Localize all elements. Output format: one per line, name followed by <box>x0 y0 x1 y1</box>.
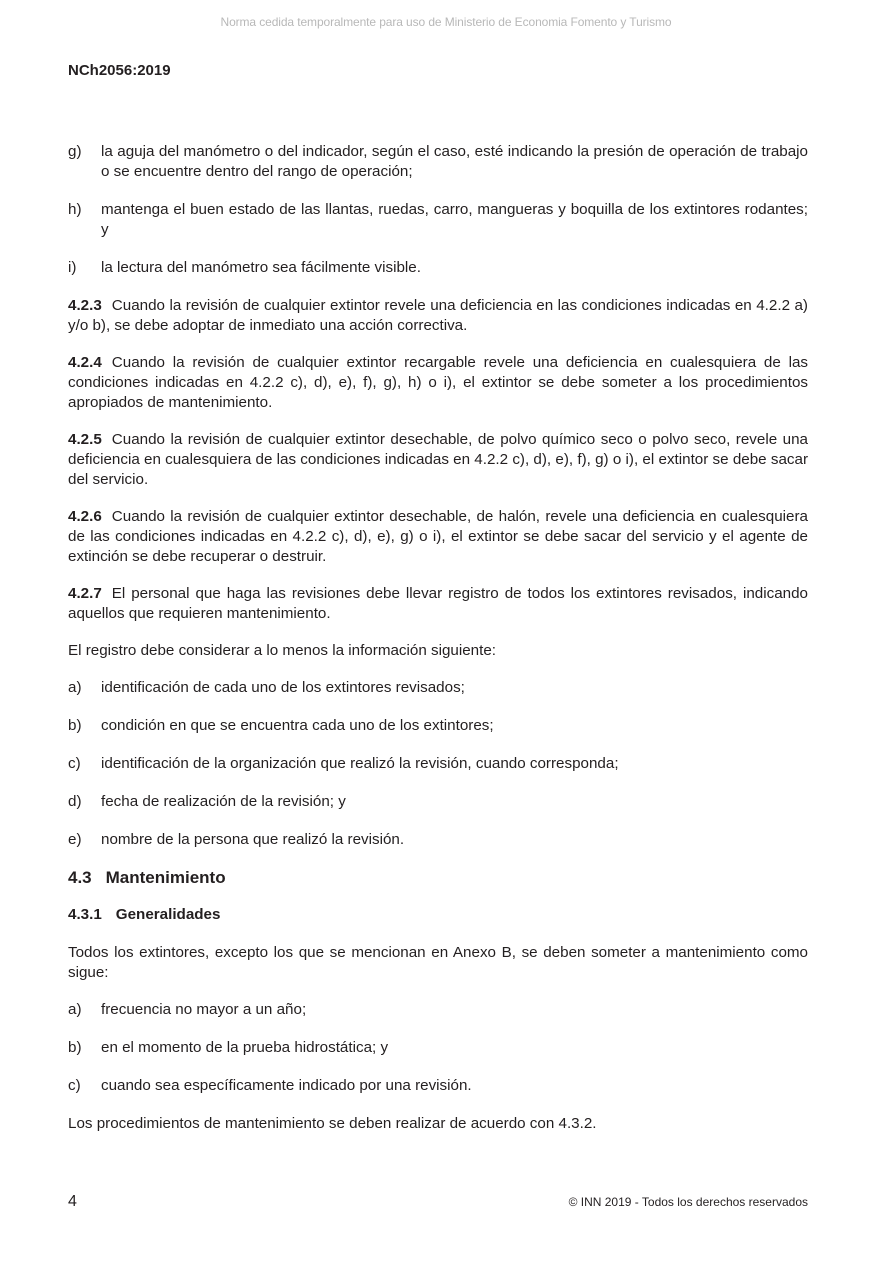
list-text: en el momento de la prueba hidrostática; y <box>101 1039 389 1056</box>
list-item <box>68 258 808 278</box>
general-intro: Todos los extintores, excepto los que se mencionan en Anexo B, se deben someter a mantenimiento como sigue: <box>68 944 808 981</box>
list-label: a) <box>68 1001 82 1018</box>
list-label: b) <box>68 1039 82 1056</box>
list-text: nombre de la persona que realizó la revisión. <box>101 831 405 848</box>
section-title: Mantenimiento <box>105 868 226 887</box>
list-label: b) <box>68 717 82 734</box>
clause-number: 4.2.4 <box>68 354 102 371</box>
list-text: frecuencia no mayor a un año; <box>101 1001 307 1018</box>
list-label: d) <box>68 793 82 810</box>
list-item <box>68 792 808 812</box>
closing-paragraph: Los procedimientos de mantenimiento se deben realizar de acuerdo con 4.3.2. <box>68 1115 597 1132</box>
section-number: 4.3 <box>68 868 92 887</box>
clause-4-2-7 <box>68 584 808 624</box>
list-item <box>68 1000 808 1020</box>
section-heading-4-3 <box>68 868 808 888</box>
clause-text: El personal que haga las revisiones debe llevar registro de todos los extintores revisados, indicando aquellos que requieren mantenimiento. <box>68 585 808 622</box>
clause-4-2-5 <box>68 430 808 490</box>
list-item <box>68 754 808 774</box>
clause-number: 4.2.5 <box>68 431 102 448</box>
registro-intro: El registro debe considerar a lo menos la información siguiente: <box>68 642 497 659</box>
copyright-notice: © INN 2019 - Todos los derechos reservados <box>568 1195 808 1209</box>
list-item <box>68 1038 808 1058</box>
list-label: i) <box>68 259 77 276</box>
clause-text: Cuando la revisión de cualquier extintor recargable revele una deficiencia en cualesquiera de las condiciones indicadas en 4.2.2 c), d), e), f), g), h) o i), el extintor se debe someter a los procedimientos apropiados de mantenimiento. <box>68 354 808 411</box>
clause-number: 4.2.6 <box>68 508 102 525</box>
section-title: Generalidades <box>115 906 221 923</box>
page-number: 4 <box>68 1193 77 1210</box>
page-content <box>68 142 808 1151</box>
list-item <box>68 830 808 850</box>
list-text: identificación de cada uno de los extintores revisados; <box>101 679 465 696</box>
list-item <box>68 200 808 240</box>
list-text: fecha de realización de la revisión; y <box>101 793 346 810</box>
list-text: mantenga el buen estado de las llantas, ruedas, carro, mangueras y boquilla de los extintores rodantes; y <box>101 201 808 238</box>
document-code: NCh2056:2019 <box>68 62 171 79</box>
list-text: cuando sea específicamente indicado por una revisión. <box>101 1077 472 1094</box>
clause-4-2-3 <box>68 296 808 336</box>
list-text: la aguja del manómetro o del indicador, según el caso, esté indicando la presión de operación de trabajo o se encuentre dentro del rango de operación; <box>101 143 808 180</box>
list-label: c) <box>68 755 81 772</box>
clause-number: 4.2.7 <box>68 585 102 602</box>
section-number: 4.3.1 <box>68 906 102 923</box>
list-item <box>68 142 808 182</box>
list-item <box>68 716 808 736</box>
list-label: e) <box>68 831 82 848</box>
clause-4-2-4 <box>68 353 808 413</box>
list-item <box>68 678 808 698</box>
list-text: identificación de la organización que realizó la revisión, cuando corresponda; <box>101 755 619 772</box>
section-heading-4-3-1 <box>68 905 808 925</box>
clause-text: Cuando la revisión de cualquier extintor desechable, de halón, revele una deficiencia en cualesquiera de las condiciones indicadas en 4.2.2 c), d), e), g) o i), el extintor se debe sacar del servicio y el agente de extinción se debe recuperar o destruir. <box>68 508 808 565</box>
list-text: la lectura del manómetro sea fácilmente visible. <box>101 259 421 276</box>
clause-text: Cuando la revisión de cualquier extintor revele una deficiencia en las condiciones indicadas en 4.2.2 a) y/o b), se debe adoptar de inmediato una acción correctiva. <box>68 297 808 334</box>
list-label: c) <box>68 1077 81 1094</box>
clause-text: Cuando la revisión de cualquier extintor desechable, de polvo químico seco o polvo seco, revele una deficiencia en cualesquiera de las condiciones indicadas en 4.2.2 c), d), e), f), g) o i), el extintor se debe sacar del servicio. <box>68 431 808 488</box>
clause-4-2-6 <box>68 507 808 567</box>
list-item <box>68 1076 808 1096</box>
list-label: g) <box>68 143 82 160</box>
list-text: condición en que se encuentra cada uno de los extintores; <box>101 717 494 734</box>
clause-number: 4.2.3 <box>68 297 102 314</box>
watermark: Norma cedida temporalmente para uso de Ministerio de Economia Fomento y Turismo <box>220 15 672 29</box>
list-label: a) <box>68 679 82 696</box>
list-label: h) <box>68 201 82 218</box>
